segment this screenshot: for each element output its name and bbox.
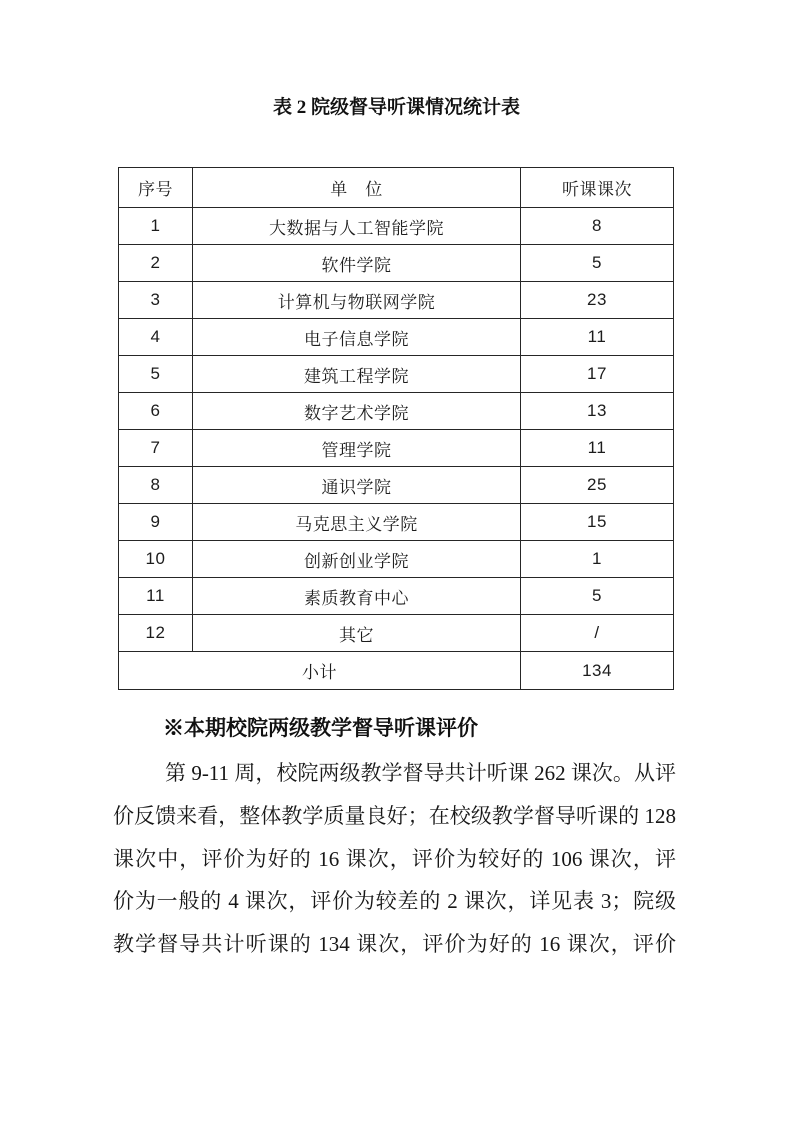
table-row [119, 319, 674, 356]
cell-unit: 管理学院 [193, 430, 521, 467]
table-row [119, 615, 674, 652]
cell-unit: 数字艺术学院 [193, 393, 521, 430]
cell-count: 11 [521, 430, 674, 467]
cell-unit: 建筑工程学院 [193, 356, 521, 393]
cell-count: 13 [521, 393, 674, 430]
cell-unit: 计算机与物联网学院 [193, 282, 521, 319]
cell-unit: 通识学院 [193, 467, 521, 504]
header-cell-unit: 单 位 [193, 168, 521, 208]
header-cell-no: 序号 [119, 168, 193, 208]
cell-unit: 软件学院 [193, 245, 521, 282]
cell-unit: 素质教育中心 [193, 578, 521, 615]
cell-unit: 大数据与人工智能学院 [193, 208, 521, 245]
cell-no: 2 [119, 245, 193, 282]
table-caption: 表 2 院级督导听课情况统计表 [272, 97, 520, 118]
cell-no: 9 [119, 504, 193, 541]
cell-count: 15 [521, 504, 674, 541]
paragraph-line: 课次中，评价为好的 16 课次，评价为较好的 106 课次，评 [113, 846, 676, 871]
cell-no: 8 [119, 467, 193, 504]
subtotal-value: 134 [521, 652, 674, 690]
cell-unit: 创新创业学院 [193, 541, 521, 578]
table-row [119, 245, 674, 282]
table-header-row [119, 168, 674, 208]
cell-no: 5 [119, 356, 193, 393]
cell-count: 8 [521, 208, 674, 245]
header-cell-count: 听课课次 [521, 168, 674, 208]
cell-no: 1 [119, 208, 193, 245]
cell-count: 1 [521, 541, 674, 578]
stats-table [118, 167, 674, 690]
cell-unit: 电子信息学院 [193, 319, 521, 356]
cell-count: 5 [521, 245, 674, 282]
table-row [119, 467, 674, 504]
cell-no: 6 [119, 393, 193, 430]
table-row [119, 282, 674, 319]
cell-count: 11 [521, 319, 674, 356]
table-row [119, 578, 674, 615]
paragraph-line: 价为一般的 4 课次，评价为较差的 2 课次，详见表 3；院级 [113, 889, 676, 914]
cell-no: 7 [119, 430, 193, 467]
cell-count: 5 [521, 578, 674, 615]
paragraph-line: 教学督导共计听课的 134 课次，评价为好的 16 课次，评价 [113, 932, 676, 957]
cell-count: / [521, 615, 674, 652]
subtotal-row [119, 652, 674, 690]
cell-count: 23 [521, 282, 674, 319]
paragraph-line: 第 9-11 周，校院两级教学督导共计听课 262 课次。从评 [165, 761, 676, 785]
subtotal-label: 小计 [119, 652, 521, 690]
evaluation-paragraph [113, 752, 676, 966]
table-row [119, 356, 674, 393]
table-row [119, 208, 674, 245]
cell-count: 17 [521, 356, 674, 393]
cell-unit: 马克思主义学院 [193, 504, 521, 541]
table-row [119, 393, 674, 430]
paragraph-line: 价反馈来看，整体教学质量良好；在校级教学督导听课的 128 [113, 803, 676, 828]
table-row [119, 541, 674, 578]
table-row [119, 430, 674, 467]
cell-unit: 其它 [193, 615, 521, 652]
cell-no: 4 [119, 319, 193, 356]
table-row [119, 504, 674, 541]
cell-count: 25 [521, 467, 674, 504]
cell-no: 3 [119, 282, 193, 319]
cell-no: 12 [119, 615, 193, 652]
cell-no: 11 [119, 578, 193, 615]
section-heading: ※本期校院两级教学督导听课评价 [163, 716, 478, 740]
cell-no: 10 [119, 541, 193, 578]
